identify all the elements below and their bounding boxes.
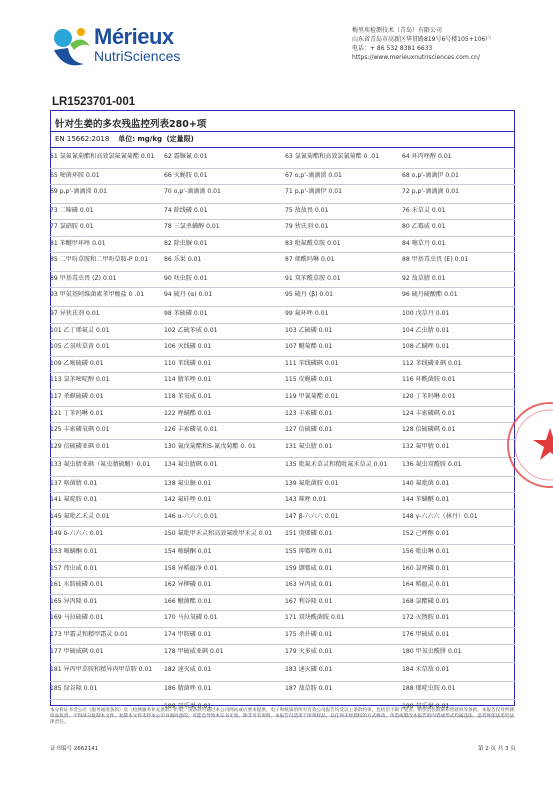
table-row [50,237,515,254]
pesticide-entry: 126 丰索磷氧 0.01 [164,426,218,434]
table-row [50,390,515,407]
pesticide-entry: 110 苯线磷 0.01 [164,359,212,367]
pesticide-entry: 113 氯苯嘧啶醇 0.01 [50,376,110,384]
pesticide-entry: 79 狄氏剂 0.01 [285,223,329,231]
pesticide-entry: 125 丰索磷氧砜 0.01 [50,426,110,434]
pesticide-entry: 74 除线磷 0.01 [164,206,208,214]
table-row [50,527,515,546]
pesticide-entry: 186 腈菌唑 0.01 [164,684,212,692]
pesticide-entry: 141 氟啶胺 0.01 [50,496,98,504]
pesticide-entry: 134 氟虫腈砜 0.01 [164,461,218,469]
pesticide-entry: 61 氯氟氰菊酯和高效氯氟氰菊酯 0.01 [50,153,155,160]
pesticide-entry: 147 β-六六六 0.01 [285,512,339,520]
pesticide-entry: 89 甲基毒虫畏 (Z) 0.01 [50,274,117,282]
table-row [50,288,515,307]
pesticide-entry: 183 速灭磷 0.01 [285,666,333,674]
pesticide-entry: 66 灭蝇胺 0.01 [164,171,208,179]
pesticide-entry: 162 异柳磷 0.01 [164,581,212,589]
pesticide-entry: 102 乙硫苯威 0.01 [164,326,218,334]
pesticide-entry: 171 双炔酰菌胺 0.01 [285,614,345,622]
pesticide-entry: 166 醚菌酯 0.01 [164,597,212,605]
pesticide-entry: 164 稻瘟灵 0.01 [402,581,450,589]
pesticide-entry: 146 α-六六六 0.01 [164,512,218,520]
table-row [50,578,515,595]
pesticide-entry: 156 吡虫啉 0.01 [402,548,450,555]
brand-name: Mérieux [94,24,174,49]
pesticide-entry: 140 氟吡菌 0.01 [402,479,450,487]
table-row [50,253,515,272]
pesticide-entry: 169 马拉硫磷 0.01 [50,614,104,622]
pesticide-entry: 150 氟吡甲禾灵和高效氟吡甲禾灵 0.01 [164,529,273,537]
table-row [50,169,515,186]
pesticide-entry: 67 o,p'-滴滴涕 0.01 [285,171,342,179]
pesticide-entry: 132 氟甲腈 0.01 [402,442,450,450]
pesticide-entry: 115 皮蝇磷 0.01 [285,376,333,384]
pesticide-entry: 101 乙丁烯氟灵 0.01 [50,326,110,334]
pesticide-entry: 168 氯酯磺 0.01 [402,597,450,605]
company-website[interactable]: https://www.merieuxnutrisciences.com.cn/ [352,54,480,61]
pesticide-entry: 105 乙氧呋草黄 0.01 [50,343,110,351]
table-row [50,545,515,562]
footer-terms: 本分析证书受公司《服务通用条款》及《检测服务补充条款》约束，该条款可通过本公司网站或应要求提供。电子和纸质的所有有效公司报告均受以上条款约束，包括但不限于免责、赔偿责任限制和管辖权等条款。本报告仅对所测样品负责，不得部分复制本文件。复制本文件未经本公司书面同意的，可能会导致本证书无效。除非另有说明，本报告仅适用于所列样品。以任何未经授权的方式修改、伪造或篡改本报告的内容或形式均属违法，违者将依法追究法律责任。 [50,708,514,725]
table-title: 针对生姜的多农残监控列表280+项 [55,119,207,130]
table-row [50,562,515,579]
pesticide-entry: 116 环酰菌胺 0.01 [402,376,456,384]
pesticide-entry: 122 唑螨酯 0.01 [164,409,212,417]
method-line [55,134,194,144]
pesticide-entry: 136 氟虫双酰胺 0.01 [402,461,462,469]
pesticide-entry: 78 三氯杀螨醇 0.01 [164,223,220,231]
table-row [50,663,515,682]
table-row [50,493,515,510]
pesticide-entry: 154 噻螨酮 0.01 [164,548,212,555]
pesticide-entry: 96 硫丹硫酸酯 0.01 [402,291,458,299]
pesticide-entry: 174 甲胺磷 0.01 [164,630,212,638]
pesticide-entry: 176 甲硫威 0.01 [402,630,450,638]
pesticide-entry: 106 灭线磷 0.01 [164,343,212,351]
table-row [50,477,515,494]
pesticide-entry: 82 除虫脲 0.01 [164,239,208,247]
pesticide-entry: 144 苯螨醚 0.01 [402,496,450,504]
table-row [50,458,515,477]
pesticide-entry: 128 倍硫磷砜 0.01 [402,426,456,434]
pesticide-entry: 88 甲基毒虫畏 (E) 0.01 [402,256,469,264]
pesticide-entry: 189 氧乐果 0.01 [164,703,212,711]
table-row [50,220,515,237]
pesticide-entry: 73 二嗪磷 0.01 [50,206,94,214]
pesticide-entry: 99 氟环唑 0.01 [285,309,329,317]
pesticide-entry: 138 氟虫脲 0.01 [164,479,212,487]
pesticide-entry: 90 呋虫胺 0.01 [164,274,208,282]
pesticide-entry: 109 乙嘧硫磷 0.01 [50,359,104,367]
report-number: LR1523701-001 [52,96,136,108]
table-row [50,272,515,289]
pesticide-entry: 145 氟吡乙禾灵 0.01 [50,512,110,520]
table-row [50,204,515,221]
pesticide-entry: 158 异稻瘟净 0.01 [164,564,218,572]
table-row [50,357,515,374]
pesticide-entry: 188 烯啶虫胺 0.01 [402,684,456,692]
table-row [50,185,515,204]
pesticide-entry: 87 烯酰吗啉 0.01 [285,256,335,264]
table-row [50,423,515,440]
page-number: 第 2 页 共 3 页 [478,746,516,752]
pesticide-entry: 91 双苯酰草胺 0.01 [285,274,341,282]
pesticide-entry: 187 敌草胺 0.01 [285,684,333,692]
pesticide-entry: 86 乐果 0.01 [164,256,202,264]
pesticide-entry: 100 戊草丹 0.01 [402,309,450,317]
pesticide-entry: 120 丁苯吗啉 0.01 [402,392,456,400]
pesticide-entry: 151 庚烯磷 0.01 [285,529,333,537]
table-row [50,628,515,645]
pesticide-entry: 167 利谷隆 0.01 [285,597,333,605]
table-row [50,440,515,459]
pesticide-entry: 153 噻螨酮 0.01 [50,548,98,555]
pesticide-entry: 114 腈苯唑 0.01 [164,376,212,384]
table-row [50,307,515,324]
pesticide-entry: 137 咯菌腈 0.01 [50,479,98,487]
pesticide-entry: 123 丰索磷 0.01 [285,409,333,417]
pesticide-entry: 69 p,p'-滴滴涕 0.01 [50,188,108,196]
certificate-number: 证书编号 2662141 [50,746,99,752]
pesticide-entry: 111 苯线磷砜 0.01 [285,359,339,367]
pesticide-entry: 92 敌草腈 0.01 [402,274,446,282]
pesticide-entry: 163 异丙威 0.01 [285,581,333,589]
pesticide-entry: 85 二甲吩草胺和二甲吩草胺-P 0.01 [50,256,149,264]
table-row [50,645,515,664]
pesticide-entry: 170 马拉氧磷 0.01 [164,614,218,622]
pesticide-entry: 149 δ-六六六 0.01 [50,529,104,537]
table-row [50,324,515,341]
company-address: 山东省青岛市高新区华贯路819号6号楼105+106户 [352,36,492,43]
pesticide-entry: 181 异丙甲草胺和精异丙甲草胺 0.01 [50,666,153,674]
pesticide-entry: 161 水胺硫磷 0.01 [50,581,104,589]
pesticide-entry: 131 氟虫腈 0.01 [285,442,333,450]
pesticide-entry: 172 灭锈胺 0.01 [402,614,450,622]
pesticide-entry: 112 苯线磷亚砜 0.01 [402,359,462,367]
pesticide-entry: 143 咪唑 0.01 [285,496,327,504]
pesticide-entry: 108 乙螨唑 0.01 [402,343,450,351]
pesticide-entry: 139 氟吡菌胺 0.01 [285,479,339,487]
pesticide-entry: 93 甲氨基阿维菌素苯甲酸盐 0 .01 [50,291,145,299]
pesticide-entry: 159 缬霉威 0.01 [285,564,333,572]
pesticide-entry: 129 倍硫磷亚砜 0.01 [50,442,110,450]
company-info [352,26,491,62]
pesticide-entry: 68 o,p'-滴滴伊 0.01 [402,171,459,179]
pesticide-entry: 155 抑霉唑 0.01 [285,548,333,555]
inspection-seal-icon [505,400,553,490]
table-row [50,595,515,612]
table-row [50,150,515,169]
table-row [50,611,515,628]
pesticide-entry: 121 丁苯吗啉 0.01 [50,409,104,417]
pesticide-entry: 157 茚虫威 0.01 [50,564,98,572]
pesticide-entry: 84 噻草丹 0.01 [402,239,446,247]
method-standard: EN 15662:2018 [55,135,110,143]
pesticide-entry: 104 乙虫腈 0.01 [402,326,450,334]
pesticide-entry: 175 杀扑磷 0.01 [285,630,333,638]
table-row [50,682,515,701]
pesticide-grid [50,150,515,717]
pesticide-entry: 65 嘧菌环胺 0.01 [50,171,100,179]
pesticide-entry: 103 乙硫磷 0.01 [285,326,333,334]
table-row [50,340,515,357]
pesticide-entry: 133 氟虫腈亚砜（氟虫腈硫醚）0.01 [50,461,151,469]
pesticide-entry: 179 灭多威 0.01 [285,647,333,655]
pesticide-entry: 107 醚菊酯 0.01 [285,343,333,351]
company-name: 梅里埃检测技术（青岛）有限公司 [352,27,443,34]
pesticide-entry: 142 氟硅唑 0.01 [164,496,212,504]
pesticide-entry: 124 丰索磷砜 0.01 [402,409,456,417]
pesticide-entry: 177 甲硫威砜 0.01 [50,647,104,655]
pesticide-entry: 178 甲硫威亚砜 0.01 [164,647,224,655]
pesticide-entry: 182 速灭威 0.01 [164,666,212,674]
table-row [50,510,515,527]
pesticide-entry: 72 p,p'-滴滴滴 0.01 [402,188,460,196]
pesticide-entry: 190 氧乐果 0.01 [402,703,450,711]
pesticide-entry: 118 苯氧威 0.01 [164,392,212,400]
pesticide-entry: 62 霜脲氰 0.01 [164,153,208,160]
pesticide-entry: 80 乙霉威 0.01 [402,223,446,231]
pesticide-entry: 95 硫丹 (β) 0.01 [285,291,333,299]
pesticide-entry: 98 苯硫磷 0.01 [164,309,208,317]
pesticide-entry: 63 氯氰菊酯和高效氯氰菊酯 0 .01 [285,153,380,160]
pesticide-entry: 75 敌敌畏 0.01 [285,206,329,214]
pesticide-entry: 180 甲氧虫酰肼 0.01 [402,647,462,655]
divider [50,131,515,132]
pesticide-entry: 135 吡氟禾草灵和精吡氟禾草灵 0.01 [285,461,388,469]
pesticide-entry: 81 苯醚甲环唑 0.01 [50,239,106,247]
pesticide-entry: 165 异丙隆 0.01 [50,597,98,605]
pesticide-entry: 64 环丙唑醇 0.01 [402,153,452,160]
pesticide-entry: 160 氯唑磷 0.01 [402,564,450,572]
pesticide-entry: 83 吡氟酰草胺 0.01 [285,239,341,247]
table-row [50,373,515,390]
pesticide-entry: 152 己唑醇 0.01 [402,529,450,537]
divider [50,147,515,148]
pesticide-entry: 185 绿谷隆 0.01 [50,684,98,692]
pesticide-entry: 119 甲氰菊酯 0.01 [285,392,339,400]
pesticide-entry: 148 γ-六六六（林丹）0.01 [402,512,478,520]
pesticide-entry: 76 禾草灵 0.01 [402,206,446,214]
pesticide-entry: 97 异狄氏剂 0.01 [50,309,100,317]
company-phone: 电话：+ 86 532 8381 6633 [352,45,433,52]
brand-subname: NutriSciences [94,48,181,64]
pesticide-entry: 71 p,p'-滴滴伊 0.01 [285,188,343,196]
unit-label: 单位: mg/kg [118,135,162,143]
pesticide-entry: 94 硫丹 (α) 0.01 [164,291,213,299]
pesticide-entry: 117 杀螟硫磷 0.01 [50,392,104,400]
pesticide-entry: 70 o,p'-滴滴滴 0.01 [164,188,221,196]
table-row [50,407,515,424]
pesticide-entry: 173 甲霜灵和精甲霜灵 0.01 [50,630,128,638]
pesticide-entry: 130 氰戊菊酯和S-氰戊菊酯 0. 01 [164,442,256,450]
unit-note: (定量限) [166,135,194,143]
pesticide-entry: 184 禾草敌 0.01 [402,666,450,674]
pesticide-entry: 77 氯硝胺 0.01 [50,223,94,231]
pesticide-entry: 127 倍硫磷 0.01 [285,426,333,434]
